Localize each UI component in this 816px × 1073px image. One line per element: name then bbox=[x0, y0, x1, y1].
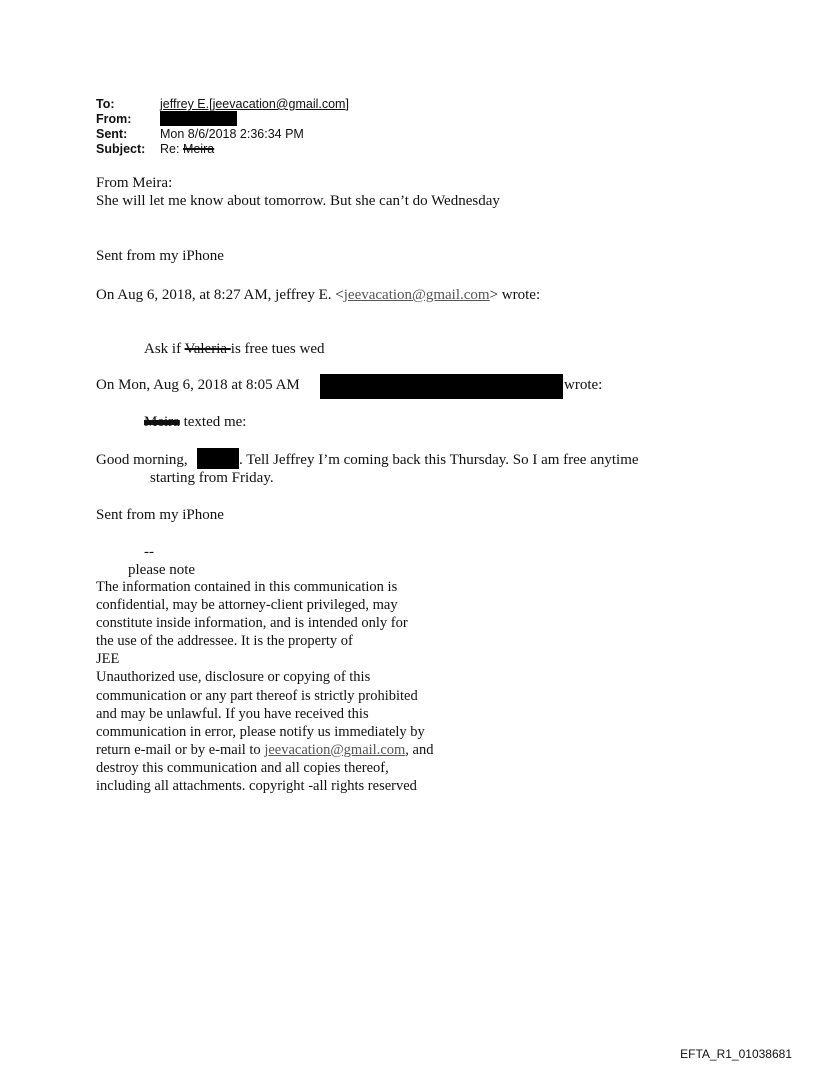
header-to-row bbox=[96, 97, 115, 111]
good-morning-line2: starting from Friday. bbox=[150, 470, 274, 486]
redaction-box-from bbox=[160, 111, 237, 126]
disclaimer-line: and may be unlawful. If you have received this bbox=[96, 705, 369, 722]
disclaimer-email-link[interactable]: jeevacation@gmail.com bbox=[264, 741, 406, 758]
disclaimer-line-email bbox=[96, 741, 433, 759]
good-morning-suffix: . Tell Jeffrey I’m coming back this Thursday. So I am free anytime bbox=[239, 452, 639, 468]
disclaimer-block bbox=[96, 578, 433, 795]
ask-prefix: Ask if bbox=[144, 341, 185, 357]
good-morning-prefix: Good morning, bbox=[96, 452, 188, 468]
disclaimer-line: communication or any part thereof is strictly prohibited bbox=[96, 687, 418, 704]
disclaimer-line: the use of the addressee. It is the property of bbox=[96, 633, 353, 650]
to-label: To: bbox=[96, 97, 115, 111]
texted-line bbox=[144, 413, 246, 431]
quote2-prefix: On Mon, Aug 6, 2018 at 8:05 AM bbox=[96, 377, 300, 393]
body-line-from-meira: From Meira: bbox=[96, 175, 173, 191]
to-value bbox=[160, 97, 349, 111]
sent-label: Sent: bbox=[96, 127, 128, 141]
quote1-prefix: On Aug 6, 2018, at 8:27 AM, jeffrey E. < bbox=[96, 287, 344, 303]
subject-prefix: Re: bbox=[160, 142, 180, 156]
to-address: jeffrey E.[jeevacation@gmail.com] bbox=[160, 97, 349, 111]
ask-line bbox=[144, 340, 325, 358]
signature-dashes: -- bbox=[144, 544, 154, 560]
disclaimer-email-suffix: , and bbox=[405, 741, 434, 758]
disclaimer-line: confidential, may be attorney-client privileged, may bbox=[96, 597, 398, 614]
ask-struck-name: Valeria bbox=[184, 341, 231, 357]
subject-struck-name: Meira bbox=[182, 142, 215, 156]
disclaimer-line: Unauthorized use, disclosure or copying of this bbox=[96, 669, 371, 686]
subject-label: Subject: bbox=[96, 142, 146, 156]
texted-suffix: texted me: bbox=[179, 414, 247, 430]
quote1-suffix: > wrote: bbox=[489, 287, 541, 303]
subject-value bbox=[160, 142, 214, 156]
disclaimer-email-prefix: return e-mail or by e-mail to bbox=[96, 741, 265, 758]
ask-suffix: is free tues wed bbox=[230, 341, 325, 357]
sent-value: Mon 8/6/2018 2:36:34 PM bbox=[160, 127, 304, 141]
disclaimer-line: JEE bbox=[96, 651, 120, 668]
body-line-tomorrow: She will let me know about tomorrow. But she can’t do Wednesday bbox=[96, 193, 500, 209]
sent-from-iphone-2: Sent from my iPhone bbox=[96, 507, 224, 523]
disclaimer-line: destroy this communication and all copies thereof, bbox=[96, 759, 389, 776]
texted-struck-name: Meira bbox=[144, 414, 180, 430]
quote2-suffix: wrote: bbox=[564, 377, 603, 393]
quote-header-1 bbox=[96, 286, 540, 304]
disclaimer-line: including all attachments. copyright -all rights reserved bbox=[96, 778, 417, 795]
redaction-box-sender bbox=[320, 374, 563, 399]
please-note: please note bbox=[128, 562, 196, 578]
disclaimer-line: constitute inside information, and is intended only for bbox=[96, 615, 408, 632]
from-label: From: bbox=[96, 112, 132, 126]
sent-from-iphone-1: Sent from my iPhone bbox=[96, 248, 224, 264]
document-id: EFTA_R1_01038681 bbox=[680, 1047, 792, 1061]
quote1-email-link[interactable]: jeevacation@gmail.com bbox=[343, 287, 490, 303]
disclaimer-line: The information contained in this communication is bbox=[96, 579, 398, 595]
redaction-box-name bbox=[197, 448, 239, 469]
disclaimer-line: communication in error, please notify us immediately by bbox=[96, 723, 425, 740]
